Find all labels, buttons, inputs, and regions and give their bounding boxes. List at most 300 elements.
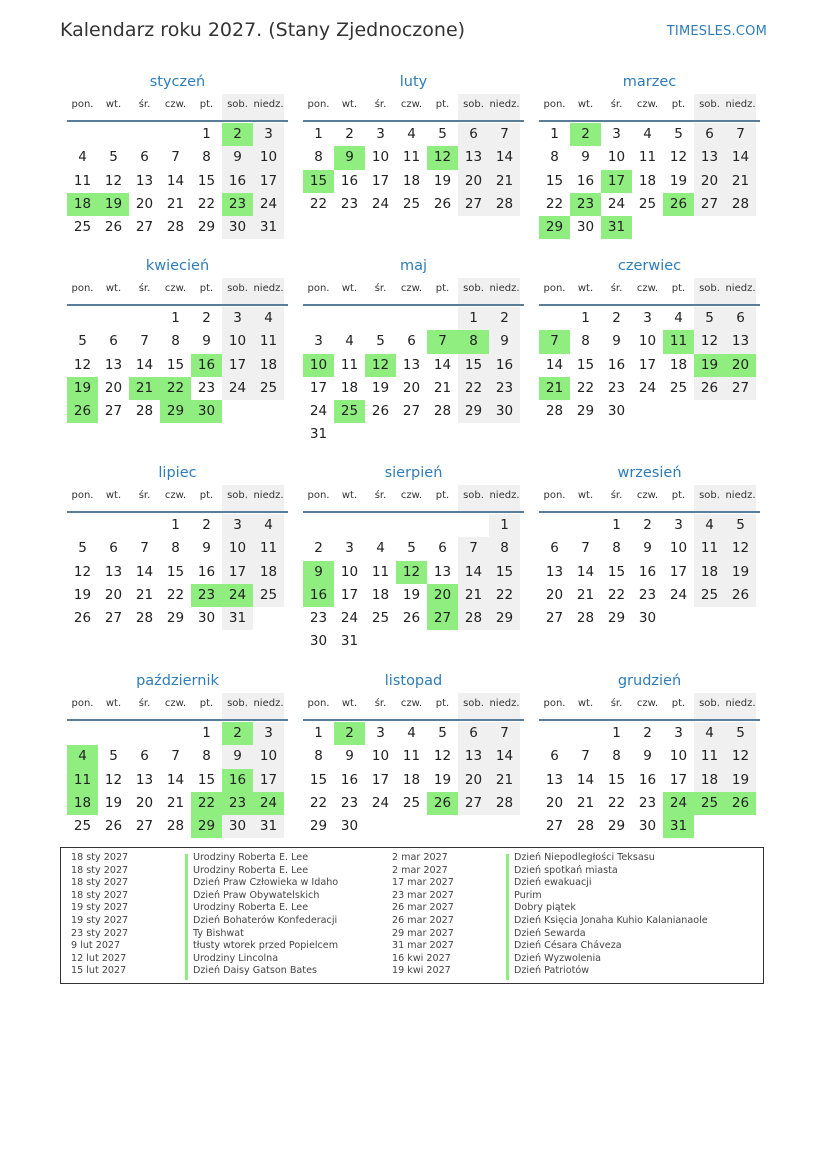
day-cell[interactable]: 7 xyxy=(427,330,458,353)
day-cell[interactable]: 12 xyxy=(725,745,756,768)
day-cell[interactable]: 21 xyxy=(489,769,520,792)
day-cell[interactable]: 19 xyxy=(725,561,756,584)
day-cell[interactable]: 31 xyxy=(340,633,359,650)
day-cell[interactable]: 27 xyxy=(545,818,564,835)
day-cell[interactable]: 22 xyxy=(607,794,626,811)
day-cell[interactable]: 13 xyxy=(545,563,564,580)
day-cell[interactable]: 17 xyxy=(340,586,359,603)
day-cell[interactable]: 9 xyxy=(581,149,590,166)
day-cell[interactable]: 29 xyxy=(458,400,489,423)
day-cell[interactable]: 19 xyxy=(371,379,390,396)
day-cell[interactable]: 12 xyxy=(104,771,123,788)
day-cell[interactable]: 14 xyxy=(433,356,452,373)
day-cell[interactable]: 3 xyxy=(612,126,621,142)
day-cell[interactable]: 13 xyxy=(104,356,123,373)
day-cell[interactable]: 21 xyxy=(489,170,520,193)
day-cell[interactable]: 19 xyxy=(725,769,756,792)
day-cell[interactable]: 11 xyxy=(67,769,98,792)
day-cell[interactable]: 19 xyxy=(73,586,92,603)
day-cell[interactable]: 7 xyxy=(489,123,520,146)
day-cell[interactable]: 26 xyxy=(67,400,98,423)
day-cell[interactable]: 25 xyxy=(402,195,421,212)
day-cell[interactable]: 15 xyxy=(489,561,520,584)
day-cell[interactable]: 11 xyxy=(694,537,725,560)
day-cell[interactable]: 22 xyxy=(191,792,222,815)
day-cell[interactable]: 6 xyxy=(109,540,118,557)
day-cell[interactable]: 30 xyxy=(607,403,626,420)
day-cell[interactable]: 12 xyxy=(365,354,396,377)
day-cell[interactable]: 28 xyxy=(489,792,520,815)
day-cell[interactable]: 6 xyxy=(140,149,149,166)
day-cell[interactable]: 9 xyxy=(643,540,652,557)
day-cell[interactable]: 31 xyxy=(222,607,253,630)
day-cell[interactable]: 2 xyxy=(643,517,652,533)
day-cell[interactable]: 8 xyxy=(314,149,323,166)
day-cell[interactable]: 5 xyxy=(725,722,756,745)
day-cell[interactable]: 7 xyxy=(581,748,590,765)
day-cell[interactable]: 29 xyxy=(191,815,222,838)
day-cell[interactable]: 4 xyxy=(407,126,416,142)
day-cell[interactable]: 2 xyxy=(345,126,354,142)
day-cell[interactable]: 4 xyxy=(78,149,87,166)
day-cell[interactable]: 8 xyxy=(489,537,520,560)
day-cell[interactable]: 6 xyxy=(550,540,559,557)
day-cell[interactable]: 2 xyxy=(570,123,601,146)
day-cell[interactable]: 12 xyxy=(725,537,756,560)
day-cell[interactable]: 15 xyxy=(197,172,216,189)
day-cell[interactable]: 2 xyxy=(222,722,253,745)
day-cell[interactable]: 7 xyxy=(581,540,590,557)
day-cell[interactable]: 6 xyxy=(458,123,489,146)
day-cell[interactable]: 29 xyxy=(607,610,626,627)
day-cell[interactable]: 10 xyxy=(607,149,626,166)
day-cell[interactable]: 25 xyxy=(638,195,657,212)
day-cell[interactable]: 3 xyxy=(314,333,323,350)
day-cell[interactable]: 16 xyxy=(303,584,334,607)
day-cell[interactable]: 5 xyxy=(109,748,118,765)
day-cell[interactable]: 11 xyxy=(638,149,657,166)
day-cell[interactable]: 18 xyxy=(253,561,284,584)
day-cell[interactable]: 14 xyxy=(545,356,564,373)
day-cell[interactable]: 1 xyxy=(489,514,520,537)
day-cell[interactable]: 2 xyxy=(612,310,621,326)
day-cell[interactable]: 24 xyxy=(340,610,359,627)
day-cell[interactable]: 5 xyxy=(438,725,447,741)
day-cell[interactable]: 18 xyxy=(402,771,421,788)
day-cell[interactable]: 26 xyxy=(73,610,92,627)
day-cell[interactable]: 7 xyxy=(725,123,756,146)
day-cell[interactable]: 20 xyxy=(104,379,123,396)
day-cell[interactable]: 27 xyxy=(104,403,123,420)
day-cell[interactable]: 5 xyxy=(78,540,87,557)
day-cell[interactable]: 2 xyxy=(489,307,520,330)
day-cell[interactable]: 15 xyxy=(607,771,626,788)
day-cell[interactable]: 7 xyxy=(140,333,149,350)
day-cell[interactable]: 7 xyxy=(489,722,520,745)
day-cell[interactable]: 7 xyxy=(171,748,180,765)
day-cell[interactable]: 16 xyxy=(638,563,657,580)
day-cell[interactable]: 6 xyxy=(550,748,559,765)
day-cell[interactable]: 18 xyxy=(67,792,98,815)
day-cell[interactable]: 6 xyxy=(725,307,756,330)
day-cell[interactable]: 4 xyxy=(674,310,683,326)
day-cell[interactable]: 13 xyxy=(694,146,725,169)
day-cell[interactable]: 23 xyxy=(340,195,359,212)
day-cell[interactable]: 16 xyxy=(197,563,216,580)
day-cell[interactable]: 2 xyxy=(202,517,211,533)
day-cell[interactable]: 21 xyxy=(166,794,185,811)
day-cell[interactable]: 13 xyxy=(725,330,756,353)
day-cell[interactable]: 20 xyxy=(458,769,489,792)
day-cell[interactable]: 16 xyxy=(222,170,253,193)
day-cell[interactable]: 14 xyxy=(135,563,154,580)
day-cell[interactable]: 30 xyxy=(340,818,359,835)
day-cell[interactable]: 4 xyxy=(694,722,725,745)
day-cell[interactable]: 18 xyxy=(694,769,725,792)
day-cell[interactable]: 6 xyxy=(458,722,489,745)
day-cell[interactable]: 9 xyxy=(222,745,253,768)
day-cell[interactable]: 24 xyxy=(663,792,694,815)
day-cell[interactable]: 14 xyxy=(166,771,185,788)
day-cell[interactable]: 23 xyxy=(638,586,657,603)
day-cell[interactable]: 8 xyxy=(202,748,211,765)
day-cell[interactable]: 20 xyxy=(725,354,756,377)
day-cell[interactable]: 25 xyxy=(669,379,688,396)
day-cell[interactable]: 22 xyxy=(309,794,328,811)
day-cell[interactable]: 28 xyxy=(135,610,154,627)
day-cell[interactable]: 30 xyxy=(489,400,520,423)
day-cell[interactable]: 2 xyxy=(643,725,652,741)
day-cell[interactable]: 20 xyxy=(545,794,564,811)
day-cell[interactable]: 15 xyxy=(607,563,626,580)
day-cell[interactable]: 28 xyxy=(545,403,564,420)
day-cell[interactable]: 3 xyxy=(376,126,385,142)
day-cell[interactable]: 13 xyxy=(458,146,489,169)
day-cell[interactable]: 20 xyxy=(458,170,489,193)
day-cell[interactable]: 12 xyxy=(396,561,427,584)
day-cell[interactable]: 16 xyxy=(340,771,359,788)
day-cell[interactable]: 13 xyxy=(135,172,154,189)
day-cell[interactable]: 26 xyxy=(371,403,390,420)
day-cell[interactable]: 17 xyxy=(669,563,688,580)
day-cell[interactable]: 14 xyxy=(166,172,185,189)
day-cell[interactable]: 19 xyxy=(669,172,688,189)
day-cell[interactable]: 27 xyxy=(427,607,458,630)
day-cell[interactable]: 17 xyxy=(669,771,688,788)
day-cell[interactable]: 26 xyxy=(433,195,452,212)
day-cell[interactable]: 22 xyxy=(489,584,520,607)
day-cell[interactable]: 9 xyxy=(202,333,211,350)
day-cell[interactable]: 29 xyxy=(489,607,520,630)
day-cell[interactable]: 8 xyxy=(458,330,489,353)
day-cell[interactable]: 12 xyxy=(104,172,123,189)
day-cell[interactable]: 18 xyxy=(402,172,421,189)
day-cell[interactable]: 22 xyxy=(160,377,191,400)
day-cell[interactable]: 5 xyxy=(376,333,385,350)
day-cell[interactable]: 1 xyxy=(314,126,323,142)
day-cell[interactable]: 22 xyxy=(576,379,595,396)
day-cell[interactable]: 9 xyxy=(202,540,211,557)
day-cell[interactable]: 25 xyxy=(73,219,92,236)
day-cell[interactable]: 29 xyxy=(309,818,328,835)
day-cell[interactable]: 2 xyxy=(202,310,211,326)
day-cell[interactable]: 11 xyxy=(663,330,694,353)
day-cell[interactable]: 28 xyxy=(489,193,520,216)
day-cell[interactable]: 30 xyxy=(222,815,253,838)
day-cell[interactable]: 17 xyxy=(222,354,253,377)
day-cell[interactable]: 23 xyxy=(197,379,216,396)
day-cell[interactable]: 4 xyxy=(345,333,354,350)
day-cell[interactable]: 20 xyxy=(694,170,725,193)
day-cell[interactable]: 26 xyxy=(104,818,123,835)
day-cell[interactable]: 22 xyxy=(166,586,185,603)
day-cell[interactable]: 13 xyxy=(104,563,123,580)
day-cell[interactable]: 21 xyxy=(433,379,452,396)
day-cell[interactable]: 3 xyxy=(253,123,284,146)
day-cell[interactable]: 25 xyxy=(402,794,421,811)
day-cell[interactable]: 9 xyxy=(612,333,621,350)
day-cell[interactable]: 21 xyxy=(576,586,595,603)
day-cell[interactable]: 31 xyxy=(663,815,694,838)
day-cell[interactable]: 8 xyxy=(171,540,180,557)
day-cell[interactable]: 14 xyxy=(576,563,595,580)
day-cell[interactable]: 3 xyxy=(253,722,284,745)
day-cell[interactable]: 5 xyxy=(78,333,87,350)
day-cell[interactable]: 18 xyxy=(638,172,657,189)
day-cell[interactable]: 21 xyxy=(129,377,160,400)
day-cell[interactable]: 27 xyxy=(402,403,421,420)
day-cell[interactable]: 17 xyxy=(309,379,328,396)
day-cell[interactable]: 23 xyxy=(191,584,222,607)
day-cell[interactable]: 31 xyxy=(253,815,284,838)
day-cell[interactable]: 23 xyxy=(222,792,253,815)
day-cell[interactable]: 29 xyxy=(576,403,595,420)
day-cell[interactable]: 15 xyxy=(309,771,328,788)
brand-link[interactable]: TIMESLES.COM xyxy=(666,24,767,39)
day-cell[interactable]: 11 xyxy=(340,356,359,373)
day-cell[interactable]: 27 xyxy=(458,792,489,815)
day-cell[interactable]: 16 xyxy=(576,172,595,189)
day-cell[interactable]: 7 xyxy=(171,149,180,166)
day-cell[interactable]: 6 xyxy=(407,333,416,350)
day-cell[interactable]: 2 xyxy=(222,123,253,146)
day-cell[interactable]: 13 xyxy=(135,771,154,788)
day-cell[interactable]: 24 xyxy=(309,403,328,420)
day-cell[interactable]: 5 xyxy=(694,307,725,330)
day-cell[interactable]: 27 xyxy=(458,193,489,216)
day-cell[interactable]: 3 xyxy=(222,307,253,330)
day-cell[interactable]: 17 xyxy=(638,356,657,373)
day-cell[interactable]: 28 xyxy=(135,403,154,420)
day-cell[interactable]: 10 xyxy=(303,354,334,377)
day-cell[interactable]: 1 xyxy=(612,725,621,741)
day-cell[interactable]: 9 xyxy=(643,748,652,765)
day-cell[interactable]: 18 xyxy=(340,379,359,396)
day-cell[interactable]: 15 xyxy=(458,354,489,377)
day-cell[interactable]: 19 xyxy=(694,354,725,377)
day-cell[interactable]: 9 xyxy=(345,748,354,765)
day-cell[interactable]: 2 xyxy=(334,722,365,745)
day-cell[interactable]: 28 xyxy=(725,193,756,216)
day-cell[interactable]: 4 xyxy=(67,745,98,768)
day-cell[interactable]: 15 xyxy=(197,771,216,788)
day-cell[interactable]: 10 xyxy=(669,748,688,765)
day-cell[interactable]: 30 xyxy=(197,610,216,627)
day-cell[interactable]: 7 xyxy=(539,330,570,353)
day-cell[interactable]: 27 xyxy=(545,610,564,627)
day-cell[interactable]: 24 xyxy=(638,379,657,396)
day-cell[interactable]: 22 xyxy=(309,195,328,212)
day-cell[interactable]: 17 xyxy=(222,561,253,584)
day-cell[interactable]: 9 xyxy=(489,330,520,353)
day-cell[interactable]: 16 xyxy=(607,356,626,373)
day-cell[interactable]: 3 xyxy=(674,725,683,741)
day-cell[interactable]: 7 xyxy=(140,540,149,557)
day-cell[interactable]: 1 xyxy=(550,126,559,142)
day-cell[interactable]: 4 xyxy=(407,725,416,741)
day-cell[interactable]: 12 xyxy=(427,146,458,169)
day-cell[interactable]: 28 xyxy=(576,610,595,627)
day-cell[interactable]: 21 xyxy=(576,794,595,811)
day-cell[interactable]: 18 xyxy=(67,193,98,216)
day-cell[interactable]: 30 xyxy=(191,400,222,423)
day-cell[interactable]: 25 xyxy=(253,584,284,607)
day-cell[interactable]: 20 xyxy=(402,379,421,396)
day-cell[interactable]: 6 xyxy=(140,748,149,765)
day-cell[interactable]: 8 xyxy=(581,333,590,350)
day-cell[interactable]: 10 xyxy=(371,149,390,166)
day-cell[interactable]: 13 xyxy=(402,356,421,373)
day-cell[interactable]: 27 xyxy=(104,610,123,627)
day-cell[interactable]: 28 xyxy=(433,403,452,420)
day-cell[interactable]: 27 xyxy=(135,219,154,236)
day-cell[interactable]: 14 xyxy=(135,356,154,373)
day-cell[interactable]: 1 xyxy=(458,307,489,330)
day-cell[interactable]: 12 xyxy=(433,748,452,765)
day-cell[interactable]: 6 xyxy=(438,540,447,557)
day-cell[interactable]: 28 xyxy=(576,818,595,835)
day-cell[interactable]: 1 xyxy=(202,126,211,142)
day-cell[interactable]: 1 xyxy=(612,517,621,533)
day-cell[interactable]: 24 xyxy=(222,584,253,607)
day-cell[interactable]: 22 xyxy=(545,195,564,212)
day-cell[interactable]: 10 xyxy=(222,537,253,560)
day-cell[interactable]: 25 xyxy=(73,818,92,835)
day-cell[interactable]: 8 xyxy=(612,748,621,765)
day-cell[interactable]: 23 xyxy=(570,193,601,216)
day-cell[interactable]: 28 xyxy=(166,219,185,236)
day-cell[interactable]: 18 xyxy=(694,561,725,584)
day-cell[interactable]: 15 xyxy=(166,356,185,373)
day-cell[interactable]: 31 xyxy=(309,426,328,443)
day-cell[interactable]: 21 xyxy=(135,586,154,603)
day-cell[interactable]: 24 xyxy=(371,195,390,212)
day-cell[interactable]: 8 xyxy=(171,333,180,350)
day-cell[interactable]: 23 xyxy=(309,610,328,627)
day-cell[interactable]: 11 xyxy=(402,149,421,166)
day-cell[interactable]: 29 xyxy=(197,219,216,236)
day-cell[interactable]: 15 xyxy=(545,172,564,189)
day-cell[interactable]: 12 xyxy=(73,356,92,373)
day-cell[interactable]: 13 xyxy=(433,563,452,580)
day-cell[interactable]: 10 xyxy=(371,748,390,765)
day-cell[interactable]: 25 xyxy=(334,400,365,423)
day-cell[interactable]: 19 xyxy=(98,193,129,216)
day-cell[interactable]: 16 xyxy=(191,354,222,377)
day-cell[interactable]: 18 xyxy=(371,586,390,603)
day-cell[interactable]: 21 xyxy=(725,170,756,193)
day-cell[interactable]: 30 xyxy=(638,818,657,835)
day-cell[interactable]: 16 xyxy=(340,172,359,189)
day-cell[interactable]: 23 xyxy=(607,379,626,396)
day-cell[interactable]: 30 xyxy=(222,216,253,239)
day-cell[interactable]: 10 xyxy=(340,563,359,580)
day-cell[interactable]: 15 xyxy=(576,356,595,373)
day-cell[interactable]: 19 xyxy=(433,172,452,189)
day-cell[interactable]: 12 xyxy=(669,149,688,166)
day-cell[interactable]: 14 xyxy=(725,146,756,169)
day-cell[interactable]: 9 xyxy=(222,146,253,169)
day-cell[interactable]: 24 xyxy=(222,377,253,400)
day-cell[interactable]: 11 xyxy=(402,748,421,765)
day-cell[interactable]: 1 xyxy=(171,310,180,326)
day-cell[interactable]: 15 xyxy=(166,563,185,580)
day-cell[interactable]: 10 xyxy=(222,330,253,353)
day-cell[interactable]: 30 xyxy=(309,633,328,650)
day-cell[interactable]: 3 xyxy=(345,540,354,557)
day-cell[interactable]: 9 xyxy=(334,146,365,169)
day-cell[interactable]: 29 xyxy=(160,400,191,423)
day-cell[interactable]: 22 xyxy=(607,586,626,603)
day-cell[interactable]: 20 xyxy=(427,584,458,607)
day-cell[interactable]: 27 xyxy=(694,193,725,216)
day-cell[interactable]: 12 xyxy=(694,330,725,353)
day-cell[interactable]: 22 xyxy=(458,377,489,400)
day-cell[interactable]: 14 xyxy=(489,146,520,169)
day-cell[interactable]: 23 xyxy=(638,794,657,811)
day-cell[interactable]: 1 xyxy=(171,517,180,533)
day-cell[interactable]: 17 xyxy=(253,170,284,193)
day-cell[interactable]: 3 xyxy=(222,514,253,537)
day-cell[interactable]: 8 xyxy=(550,149,559,166)
day-cell[interactable]: 5 xyxy=(725,514,756,537)
day-cell[interactable]: 4 xyxy=(376,540,385,557)
day-cell[interactable]: 21 xyxy=(539,377,570,400)
day-cell[interactable]: 12 xyxy=(73,563,92,580)
day-cell[interactable]: 26 xyxy=(104,219,123,236)
day-cell[interactable]: 3 xyxy=(674,517,683,533)
day-cell[interactable]: 11 xyxy=(694,745,725,768)
day-cell[interactable]: 26 xyxy=(663,193,694,216)
day-cell[interactable]: 20 xyxy=(545,586,564,603)
day-cell[interactable]: 17 xyxy=(601,170,632,193)
day-cell[interactable]: 24 xyxy=(371,794,390,811)
day-cell[interactable]: 1 xyxy=(314,725,323,741)
day-cell[interactable]: 24 xyxy=(253,792,284,815)
day-cell[interactable]: 11 xyxy=(371,563,390,580)
day-cell[interactable]: 10 xyxy=(669,540,688,557)
day-cell[interactable]: 24 xyxy=(607,195,626,212)
day-cell[interactable]: 13 xyxy=(458,745,489,768)
day-cell[interactable]: 25 xyxy=(694,792,725,815)
day-cell[interactable]: 17 xyxy=(371,771,390,788)
day-cell[interactable]: 25 xyxy=(253,377,284,400)
day-cell[interactable]: 1 xyxy=(202,725,211,741)
day-cell[interactable]: 25 xyxy=(371,610,390,627)
day-cell[interactable]: 16 xyxy=(489,354,520,377)
day-cell[interactable]: 4 xyxy=(253,307,284,330)
day-cell[interactable]: 23 xyxy=(489,377,520,400)
